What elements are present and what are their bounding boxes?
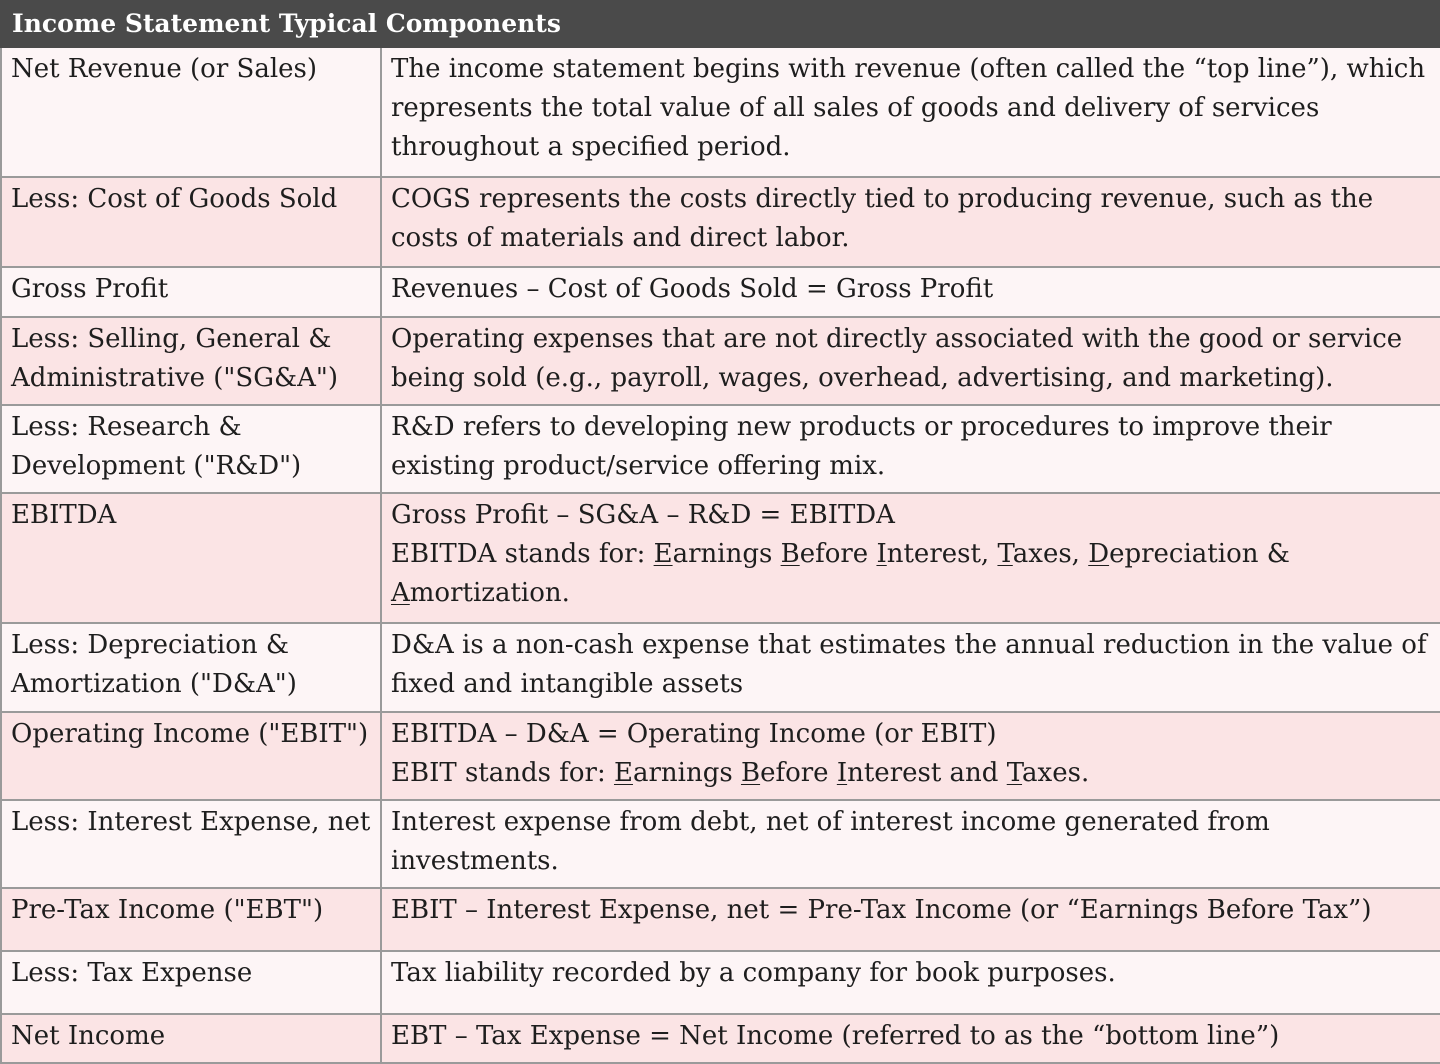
initial-letter: T (997, 539, 1013, 569)
row-description: Interest expense from debt, net of interest income generated from investments. (381, 800, 1440, 888)
initial-letter: T (1006, 758, 1023, 788)
row-label: Net Income (1, 1014, 381, 1063)
row-description (381, 712, 1440, 800)
initial-letter: B (740, 758, 761, 788)
row-description: EBIT – Interest Expense, net = Pre-Tax Income (or “Earnings Before Tax”) (381, 888, 1440, 951)
row-label: Less: Tax Expense (1, 951, 381, 1014)
row-label: Pre-Tax Income ("EBT") (1, 888, 381, 951)
word-rest: mortization. (409, 578, 570, 608)
row-label: Less: Depreciation & Amortization ("D&A") (1, 623, 381, 712)
table-row (1, 405, 1440, 493)
row-description: Tax liability recorded by a company for book purposes. (381, 951, 1440, 1014)
row-description: EBT – Tax Expense = Net Income (referred to as the “bottom line”) (381, 1014, 1440, 1063)
table-row (1, 267, 1440, 317)
word-rest: axes, (1012, 539, 1089, 569)
row-description (381, 493, 1440, 623)
word-rest: efore (760, 758, 837, 788)
definition-prefix: EBITDA stands for: (391, 539, 654, 569)
row-description: COGS represents the costs directly tied to producing revenue, such as the costs of materials and direct labor. (381, 177, 1440, 267)
word-rest: epreciation & (1109, 539, 1290, 569)
initial-letter: I (836, 758, 848, 788)
row-label: Net Revenue (or Sales) (1, 47, 381, 177)
word-rest: arnings (632, 758, 741, 788)
table-row (1, 47, 1440, 177)
table-row (1, 800, 1440, 888)
row-label: Gross Profit (1, 267, 381, 317)
table-header-row (1, 1, 1440, 47)
row-label: Less: Cost of Goods Sold (1, 177, 381, 267)
table-row (1, 623, 1440, 712)
table-row (1, 493, 1440, 623)
initial-letter: I (876, 539, 887, 569)
row-label: Less: Selling, General & Administrative ("SG&A") (1, 317, 381, 405)
initial-letter: E (653, 539, 673, 569)
word-rest: efore (799, 539, 877, 569)
table-row (1, 712, 1440, 800)
row-label: Operating Income ("EBIT") (1, 712, 381, 800)
initial-letter: A (391, 578, 410, 608)
initial-letter: D (1088, 539, 1110, 569)
word-rest: arnings (672, 539, 781, 569)
row-label: Less: Interest Expense, net (1, 800, 381, 888)
word-rest: axes. (1022, 758, 1090, 788)
row-description: Operating expenses that are not directly associated with the good or service being sold (e.g., payroll, wages, overhead, advertising, and marketing). (381, 317, 1440, 405)
table-row (1, 951, 1440, 1014)
table-row (1, 177, 1440, 267)
definition-prefix: EBIT stands for: (391, 758, 614, 788)
ebitda-formula: Gross Profit – SG&A – R&D = EBITDA (391, 500, 895, 530)
ebitda-definition (391, 535, 1432, 613)
table-title: Income Statement Typical Components (1, 1, 1440, 47)
row-description: R&D refers to developing new products or procedures to improve their existing product/service offering mix. (381, 405, 1440, 493)
ebit-definition (391, 754, 1432, 793)
row-description: The income statement begins with revenue (often called the “top line”), which represents the total value of all sales of goods and delivery of services throughout a specified period. (381, 47, 1440, 177)
ebit-formula: EBITDA – D&A = Operating Income (or EBIT) (391, 719, 997, 749)
table-row (1, 317, 1440, 405)
row-label: EBITDA (1, 493, 381, 623)
initial-letter: B (780, 539, 800, 569)
table-row (1, 1014, 1440, 1063)
initial-letter: E (613, 758, 633, 788)
table-row (1, 888, 1440, 951)
row-label: Less: Research & Development ("R&D") (1, 405, 381, 493)
word-rest: nterest, (886, 539, 998, 569)
row-description: Revenues – Cost of Goods Sold = Gross Profit (381, 267, 1440, 317)
word-rest: nterest and (847, 758, 1007, 788)
row-description: D&A is a non-cash expense that estimates the annual reduction in the value of fixed and intangible assets (381, 623, 1440, 712)
